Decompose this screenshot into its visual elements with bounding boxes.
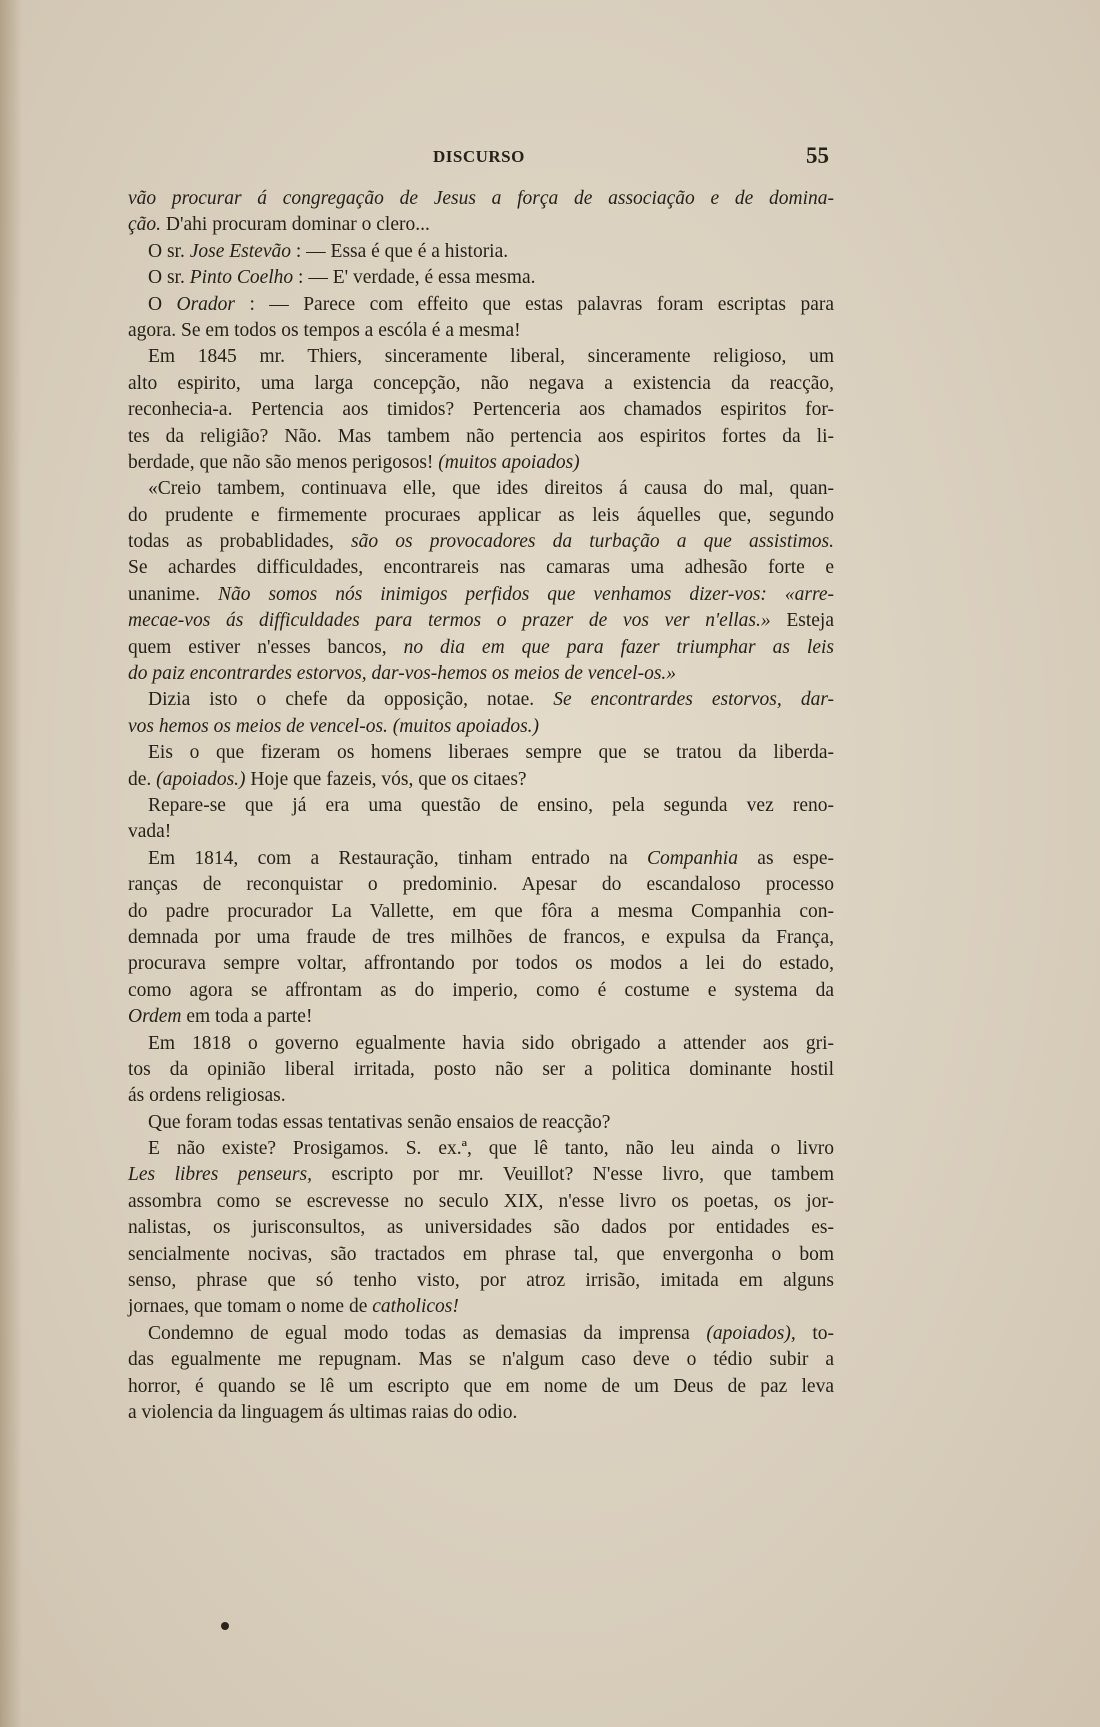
- text-segment: tos da opinião liberal irritada, posto não ser a politica dominante hostil: [128, 1058, 834, 1080]
- text-segment: : — Parece com effeito que estas palavras foram escriptas para: [235, 293, 834, 315]
- page-number: 55: [806, 143, 829, 168]
- running-head: DISCURSO: [433, 147, 525, 166]
- text-segment: unanime.: [128, 583, 218, 605]
- italic-segment: Orador: [176, 293, 236, 315]
- text-line: [128, 635, 834, 661]
- text-segment: E não existe? Prosigamos. S. ex.ª, que lê tanto, não leu ainda o livro: [148, 1138, 834, 1160]
- text-segment: Dizia isto o chefe da opposição, notae.: [148, 689, 554, 711]
- text-line: [128, 344, 834, 370]
- text-segment: : — E' verdade, é essa mesma.: [293, 267, 536, 289]
- text-line: [128, 819, 834, 845]
- text-line: [128, 793, 834, 819]
- text-segment: senso, phrase que só tenho visto, por atroz irrisão, imitada em alguns: [128, 1270, 834, 1292]
- text-segment: D'ahi procuram dominar o clero...: [161, 214, 430, 236]
- text-line: [128, 872, 834, 898]
- text-segment: Repare-se que já era uma questão de ensino, pela segunda vez reno-: [148, 794, 834, 816]
- text-line: [128, 1294, 834, 1320]
- italic-segment: vos hemos os meios de vencel-os. (muitos apoiados.): [128, 715, 540, 737]
- ink-spot: [221, 1622, 229, 1630]
- text-line: [128, 1162, 834, 1188]
- italic-segment: (apoiados),: [706, 1322, 796, 1344]
- text-segment: Eis o que fizeram os homens liberaes sempre que se tratou da liberda-: [148, 742, 834, 764]
- text-line: [128, 265, 834, 291]
- text-segment: : — Essa é que é a historia.: [290, 240, 509, 262]
- text-line: [128, 1004, 834, 1030]
- text-line: [128, 1242, 834, 1268]
- text-segment: Que foram todas essas tentativas senão ensaios de reacção?: [148, 1111, 611, 1133]
- italic-segment: no dia em que para fazer triumphar as leis: [403, 636, 834, 658]
- text-segment: nalistas, os jurisconsultos, as universidades são dados por entidades es-: [128, 1217, 834, 1239]
- text-segment: demnada por uma fraude de tres milhões de francos, e expulsa da França,: [128, 926, 834, 948]
- italic-segment: (apoiados.): [156, 768, 246, 790]
- italic-segment: Jose Estevão: [189, 240, 291, 262]
- text-segment: procurava sempre voltar, affrontando por todos os modos a lei do estado,: [128, 953, 834, 975]
- text-segment: ranças de reconquistar o predominio. Apesar do escandaloso processo: [128, 874, 834, 896]
- text-line: [128, 239, 834, 265]
- text-line: [128, 476, 834, 502]
- text-segment: assombra como se escrevesse no seculo XIX, n'esse livro os poetas, os jor-: [128, 1190, 834, 1212]
- text-segment: Hoje que fazeis, vós, que os citaes?: [245, 768, 527, 790]
- italic-segment: (muitos apoiados): [438, 451, 580, 473]
- italic-segment: Não somos nós inimigos perfidos que venhamos dizer-vos: «arre-: [218, 583, 834, 605]
- text-line: [128, 1057, 834, 1083]
- italic-segment: são os provocadores da turbação a que assistimos.: [351, 531, 835, 553]
- text-segment: reconhecia-a. Pertencia aos timidos? Pertenceria aos chamados espiritos for-: [128, 399, 834, 421]
- italic-segment: ção.: [128, 214, 162, 236]
- text-line: [128, 1031, 834, 1057]
- text-segment: como agora se affrontam as do imperio, como é costume e systema da: [128, 979, 834, 1001]
- text-segment: Em 1845 mr. Thiers, sinceramente liberal, sinceramente religioso, um: [148, 346, 834, 368]
- text-line: [128, 687, 834, 713]
- text-segment: berdade, que não são menos perigosos!: [128, 451, 439, 473]
- text-line: [128, 740, 834, 766]
- text-line: [128, 1400, 834, 1426]
- text-segment: Esteja: [770, 610, 835, 632]
- text-line: [128, 318, 834, 344]
- text-line: [128, 899, 834, 925]
- italic-segment: mecae-vos ás difficuldades para termos o prazer de vos ver n'ellas.»: [128, 610, 771, 632]
- italic-segment: Companhia: [646, 847, 738, 869]
- text-segment: do prudente e firmemente procuraes applicar as leis áquelles que, segundo: [128, 504, 834, 526]
- text-segment: tes da religião? Não. Mas tambem não pertencia aos espiritos fortes da li-: [128, 425, 834, 447]
- text-line: [128, 1321, 834, 1347]
- text-line: [128, 397, 834, 423]
- text-line: [128, 1268, 834, 1294]
- text-segment: das egualmente me repugnam. Mas se n'algum caso deve o tédio subir a: [128, 1349, 834, 1371]
- text-line: [128, 371, 834, 397]
- page-header: [0, 143, 1100, 173]
- text-line: [128, 292, 834, 318]
- text-segment: Se achardes difficuldades, encontrareis nas camaras uma adhesão forte e: [128, 557, 834, 579]
- text-segment: em toda a parte!: [181, 1006, 313, 1028]
- text-line: [128, 1347, 834, 1373]
- text-segment: do padre procurador La Vallette, em que fôra a mesma Companhia con-: [128, 900, 834, 922]
- text-segment: Condemno de egual modo todas as demasias da imprensa: [148, 1322, 707, 1344]
- text-line: [128, 1136, 834, 1162]
- page-shadow-edge: [0, 0, 22, 1727]
- text-line: [128, 978, 834, 1004]
- italic-segment: catholicos!: [372, 1296, 459, 1318]
- text-segment: «Creio tambem, continuava elle, que ides direitos á causa do mal, quan-: [148, 478, 834, 500]
- text-line: [128, 424, 834, 450]
- text-segment: quem estiver n'esses bancos,: [128, 636, 404, 658]
- text-line: [128, 582, 834, 608]
- text-line: [128, 1215, 834, 1241]
- text-line: [128, 186, 834, 212]
- text-line: [128, 1374, 834, 1400]
- text-line: [128, 212, 834, 238]
- text-segment: escripto por mr. Veuillot? N'esse livro, que tambem: [312, 1164, 834, 1186]
- text-segment: Em 1814, com a Restauração, tinham entrado na: [148, 847, 647, 869]
- text-segment: horror, é quando se lê um escripto que em nome de um Deus de paz leva: [128, 1375, 834, 1397]
- text-segment: vada!: [128, 821, 172, 843]
- text-segment: a violencia da linguagem ás ultimas raias do odio.: [128, 1401, 518, 1423]
- text-line: [128, 767, 834, 793]
- text-line: [128, 661, 834, 687]
- text-line: [128, 1083, 834, 1109]
- text-segment: O sr.: [148, 267, 190, 289]
- text-segment: alto espirito, uma larga concepção, não negava a existencia da reacção,: [128, 372, 834, 394]
- italic-segment: Pinto Coelho: [189, 267, 294, 289]
- text-line: [128, 846, 834, 872]
- italic-segment: do paiz encontrardes estorvos, dar-vos-hemos os meios de vencel-os.»: [128, 663, 677, 685]
- text-line: [128, 450, 834, 476]
- text-line: [128, 608, 834, 634]
- text-line: [128, 529, 834, 555]
- text-segment: O sr.: [148, 240, 190, 262]
- text-line: [128, 714, 834, 740]
- italic-segment: Ordem: [128, 1006, 182, 1028]
- text-line: [128, 1189, 834, 1215]
- text-segment: sencialmente nocivas, são tractados em phrase tal, que envergonha o bom: [128, 1243, 834, 1265]
- italic-segment: vão procurar á congregação de Jesus a força de associação e de domina-: [128, 188, 834, 209]
- body-text: [128, 186, 834, 1426]
- italic-segment: Les libres penseurs,: [128, 1164, 312, 1186]
- italic-segment: Se encontrardes estorvos, dar-: [553, 689, 835, 711]
- text-segment: agora. Se em todos os tempos a escóla é a mesma!: [128, 319, 521, 341]
- text-segment: as espe-: [737, 847, 834, 869]
- text-line: [128, 503, 834, 529]
- text-segment: todas as probablidades,: [128, 531, 352, 553]
- text-line: [128, 1110, 834, 1136]
- text-segment: ás ordens religiosas.: [128, 1085, 286, 1107]
- text-segment: to-: [795, 1322, 834, 1344]
- text-segment: Em 1818 o governo egualmente havia sido obrigado a attender aos gri-: [148, 1032, 834, 1054]
- text-line: [128, 555, 834, 581]
- text-segment: O: [148, 293, 177, 315]
- text-line: [128, 925, 834, 951]
- text-segment: jornaes, que tomam o nome de: [128, 1296, 373, 1318]
- text-line: [128, 951, 834, 977]
- text-segment: de.: [128, 768, 157, 790]
